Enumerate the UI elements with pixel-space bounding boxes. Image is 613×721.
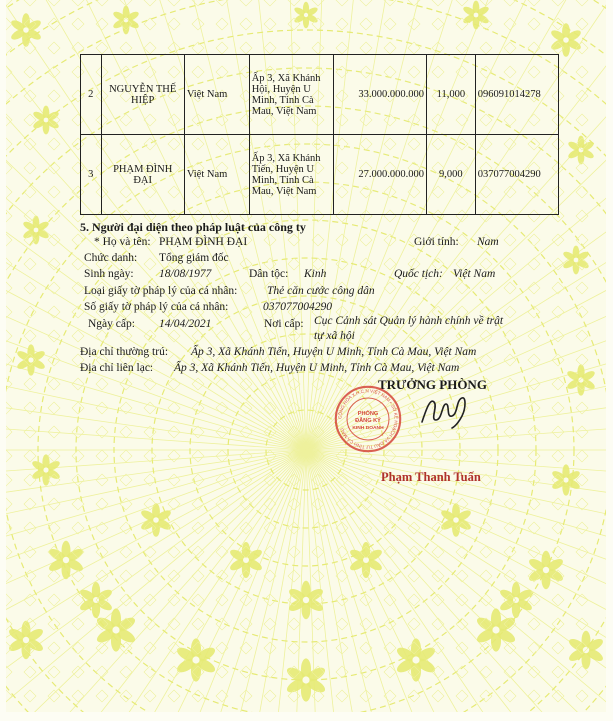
owner-name: NGUYỄN THẾ HIỆP (101, 55, 184, 135)
owners-table (80, 54, 559, 215)
row-number: 3 (81, 135, 102, 215)
ethnic-label: Dân tộc: (249, 268, 289, 280)
gender-label: Giới tính: (414, 236, 459, 248)
owner-id-number: 037077004290 (475, 135, 558, 215)
owner-address: Ấp 3, Xã Khánh Tiến, Huyện U Minh, Tỉnh Cà Mau, Việt Nam (249, 135, 333, 215)
signer-name: Phạm Thanh Tuấn (381, 470, 481, 484)
table-row (81, 135, 559, 215)
permanent-address-label: Địa chỉ thường trú: (80, 346, 169, 358)
owner-address: Ấp 3, Xã Khánh Hội, Huyện U Minh, Tỉnh Cà Mau, Việt Nam (249, 55, 333, 135)
owner-nationality: Việt Nam (184, 55, 249, 135)
owner-name: PHẠM ĐÌNH ĐẠI (101, 135, 184, 215)
svg-text:KINH DOANH: KINH DOANH (352, 425, 384, 431)
handwritten-signature (416, 390, 476, 430)
issue-place-label: Nơi cấp: (264, 318, 304, 330)
owner-capital: 27.000.000.000 (334, 135, 427, 215)
owner-id-number: 096091014278 (475, 55, 558, 135)
ethnic-value: Kinh (304, 268, 327, 280)
doc-type-label: Loại giấy tờ pháp lý của cá nhân: (84, 285, 238, 297)
svg-text:PHÒNG: PHÒNG (357, 410, 379, 417)
owner-nationality: Việt Nam (184, 135, 249, 215)
dob-label: Sinh ngày: (84, 268, 134, 280)
nationality-value: Việt Nam (453, 268, 496, 280)
issue-date-value: 14/04/2021 (159, 318, 212, 330)
issue-place-line2: tự xã hội (314, 330, 355, 342)
title-value: Tổng giám đốc (159, 252, 229, 264)
certificate-page (6, 0, 606, 712)
gender-value: Nam (477, 236, 499, 248)
doc-number-label: Số giấy tờ pháp lý của cá nhân: (84, 301, 229, 313)
signatory-title: TRƯỞNG PHÒNG (378, 377, 487, 392)
row-number: 2 (81, 55, 102, 135)
svg-text:ĐĂNG KÝ: ĐĂNG KÝ (355, 417, 381, 424)
svg-text:CỘNG HÒA X.H.C.N VIỆT NAM • SỞ: CỘNG HÒA X.H.C.N VIỆT NAM • SỞ KẾ HOẠCH VÀ ĐẦU TƯ TỈNH CÀ MAU (337, 388, 399, 450)
doc-number-value: 037077004290 (263, 301, 332, 313)
official-seal-stamp (333, 384, 403, 454)
name-value: PHẠM ĐÌNH ĐẠI (159, 236, 248, 248)
title-label: Chức danh: (84, 252, 138, 264)
name-label: * Họ và tên: (94, 236, 151, 248)
nationality-label: Quốc tịch: (394, 268, 443, 280)
table-row (81, 55, 559, 135)
contact-address-label: Địa chỉ liên lạc: (80, 362, 154, 374)
dob-value: 18/08/1977 (159, 268, 212, 280)
contact-address-value: Ấp 3, Xã Khánh Tiến, Huyện U Minh, Tỉnh Cà Mau, Việt Nam (174, 362, 460, 374)
section-heading: 5. Người đại diện theo pháp luật của công ty (80, 220, 306, 234)
issue-date-label: Ngày cấp: (88, 318, 135, 330)
owner-percent: 9,000 (427, 135, 476, 215)
owner-capital: 33.000.000.000 (334, 55, 427, 135)
owner-percent: 11,000 (427, 55, 476, 135)
doc-type-value: Thẻ căn cước công dân (267, 285, 375, 297)
permanent-address-value: Ấp 3, Xã Khánh Tiến, Huyện U Minh, Tỉnh Cà Mau, Việt Nam (191, 346, 477, 358)
issue-place-line1: Cục Cảnh sát Quản lý hành chính về trật (314, 315, 504, 327)
